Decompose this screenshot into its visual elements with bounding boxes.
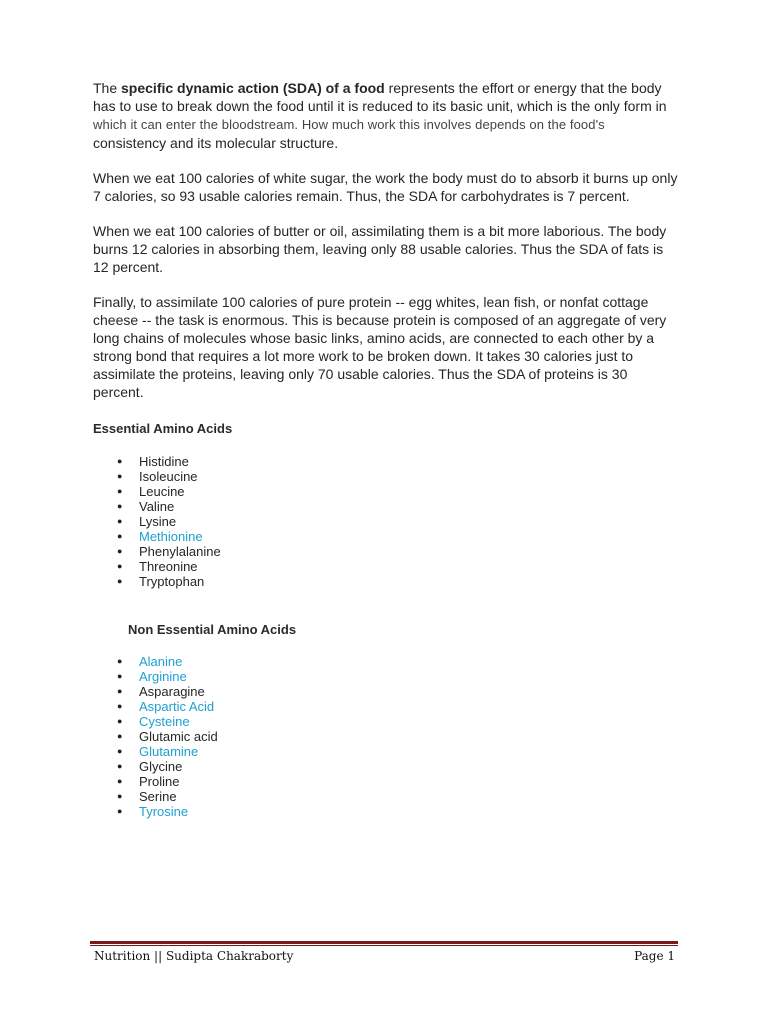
bullet-icon: ● [117, 761, 123, 771]
essential-amino-acids-heading: Essential Amino Acids [93, 421, 233, 436]
amino-acid-label: Proline [139, 774, 180, 789]
amino-acid-label: Glycine [139, 759, 183, 774]
footer-title: Nutrition || Sudipta Chakraborty [94, 949, 294, 963]
footer-rule-thick [90, 941, 678, 944]
p1-bold-term: specific dynamic action (SDA) of a food [121, 80, 385, 96]
p1-gray: which it can enter the bloodstream. How much work this involves depends on the food's [93, 117, 605, 132]
p1-end: consistency and its molecular structure. [93, 135, 339, 151]
amino-acid-label: Tryptophan [139, 574, 205, 589]
bullet-icon: ● [117, 546, 123, 556]
amino-acid-label: Isoleucine [139, 469, 198, 484]
amino-acid-label: Asparagine [139, 684, 205, 699]
footer-page-number: Page 1 [634, 949, 675, 963]
amino-acid-label: Glutamic acid [139, 729, 218, 744]
amino-acid-label: Phenylalanine [139, 544, 221, 559]
footer-rule-thin [90, 945, 678, 946]
p1-pre: The [93, 80, 122, 96]
bullet-icon: ● [117, 671, 123, 681]
amino-acid-link[interactable]: Glutamine [139, 744, 199, 759]
bullet-icon: ● [117, 731, 123, 741]
amino-acid-link[interactable]: Cysteine [139, 714, 190, 729]
bullet-icon: ● [117, 701, 123, 711]
bullet-icon: ● [117, 561, 123, 571]
amino-acid-link[interactable]: Tyrosine [139, 804, 189, 819]
paragraph-sda-intro [93, 79, 678, 152]
paragraph-proteins: Finally, to assimilate 100 calories of pure protein -- egg whites, lean fish, or nonfat cottage cheese -- the task is enormous. This is because protein is composed of an aggregate of very long chains of molecules whose basic links, amino acids, are connected to each other by a strong bond that requires a lot more work to be broken down. It takes 30 calories just to assimilate the proteins, leaving only 70 usable calories. Thus the SDA of proteins is 30 percent. [93, 294, 667, 400]
amino-acid-link[interactable]: Methionine [139, 529, 203, 544]
amino-acid-label: Histidine [139, 454, 189, 469]
bullet-icon: ● [117, 531, 123, 541]
amino-acid-link[interactable]: Aspartic Acid [139, 699, 215, 714]
amino-acid-label: Serine [139, 789, 177, 804]
amino-acid-label: Threonine [139, 559, 198, 574]
bullet-icon: ● [117, 791, 123, 801]
amino-acid-link[interactable]: Arginine [139, 669, 187, 684]
paragraph-fats: When we eat 100 calories of butter or oil, assimilating them is a bit more laborious. The body burns 12 calories in absorbing them, leaving only 88 usable calories. Thus the SDA of fats is 12 percent. [93, 223, 667, 275]
p1-post: represents the effort or energy that the body has to use to break down the food until it is reduced to its basic unit, which is the only form in [93, 80, 667, 114]
amino-acid-label: Leucine [139, 484, 185, 499]
bullet-icon: ● [117, 486, 123, 496]
bullet-icon: ● [117, 516, 123, 526]
bullet-icon: ● [117, 746, 123, 756]
bullet-icon: ● [117, 471, 123, 481]
bullet-icon: ● [117, 576, 123, 586]
document-body [93, 79, 678, 418]
bullet-icon: ● [117, 716, 123, 726]
bullet-icon: ● [117, 806, 123, 816]
amino-acid-link[interactable]: Alanine [139, 654, 183, 669]
bullet-icon: ● [117, 501, 123, 511]
amino-acid-label: Lysine [139, 514, 177, 529]
non-essential-amino-acids-heading: Non Essential Amino Acids [128, 622, 297, 637]
paragraph-carbohydrates: When we eat 100 calories of white sugar, the work the body must do to absorb it burns up only 7 calories, so 93 usable calories remain. Thus, the SDA for carbohydrates is 7 percent. [93, 170, 678, 204]
bullet-icon: ● [117, 456, 123, 466]
bullet-icon: ● [117, 686, 123, 696]
amino-acid-label: Valine [139, 499, 175, 514]
bullet-icon: ● [117, 656, 123, 666]
bullet-icon: ● [117, 776, 123, 786]
